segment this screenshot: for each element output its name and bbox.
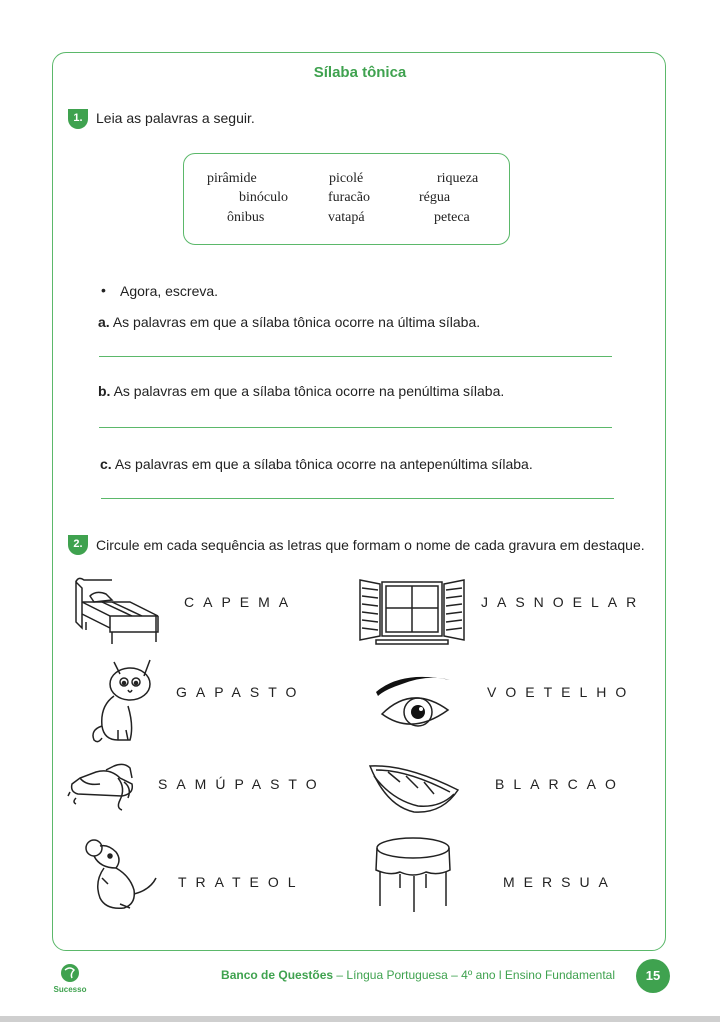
word-regua: régua — [419, 190, 451, 205]
sequence-voetelho[interactable]: VOETELHO — [487, 684, 636, 700]
item-c-label: c. — [100, 456, 112, 472]
word-peteca: peteca — [434, 210, 470, 225]
item-b-text: As palavras em que a sílaba tônica ocorre na penúltima sílaba. — [113, 383, 505, 399]
footer-text — [221, 968, 615, 982]
word-riqueza: riqueza — [437, 171, 479, 186]
sequence-mersua[interactable]: MERSUA — [503, 874, 617, 890]
footer-subtitle: – Língua Portuguesa – 4º ano l Ensino Fundamental — [333, 968, 615, 982]
question-1-number: 1. — [68, 109, 88, 129]
sequence-blarcao[interactable]: BLARCAO — [495, 776, 625, 792]
item-a — [98, 314, 480, 330]
word-onibus: ônibus — [227, 210, 265, 225]
sequence-samupasto[interactable]: SAMÚPASTO — [158, 776, 326, 792]
cat-icon — [84, 656, 158, 744]
item-c — [100, 456, 533, 472]
word-picole: picolé — [329, 171, 364, 186]
word-binoculo: binóculo — [239, 190, 288, 205]
mouse-icon — [80, 838, 162, 912]
boat-icon — [366, 760, 462, 816]
table-icon — [370, 834, 456, 914]
question-2-prompt: Circule em cada sequência as letras que formam o nome de cada gravura em destaque. — [96, 537, 645, 553]
item-a-text: As palavras em que a sílaba tônica ocorre na última sílaba. — [112, 314, 481, 330]
item-b-label: b. — [98, 383, 111, 399]
instruction: Agora, escreva. — [120, 283, 219, 299]
window-icon — [356, 574, 468, 646]
sequence-jasnoelar[interactable]: JASNOELAR — [481, 594, 646, 610]
item-b — [98, 383, 504, 399]
word-piramide: pirâmide — [207, 171, 257, 186]
eye-icon — [372, 666, 454, 732]
word-vatapa: vatapá — [328, 210, 365, 225]
answer-line-c[interactable] — [101, 498, 614, 499]
item-c-text: As palavras em que a sílaba tônica ocorre na antepenúltima sílaba. — [114, 456, 533, 472]
bed-icon — [72, 572, 164, 646]
bullet: • — [101, 282, 106, 298]
page-title: Sílaba tônica — [313, 64, 407, 81]
page-number: 15 — [636, 959, 670, 993]
word-furacao: furacão — [328, 190, 370, 205]
bottom-bar — [0, 1016, 720, 1022]
question-1-prompt: Leia as palavras a seguir. — [96, 110, 255, 126]
answer-line-a[interactable] — [99, 356, 612, 357]
sequence-gapasto[interactable]: GAPASTO — [176, 684, 306, 700]
question-2-number: 2. — [68, 535, 88, 555]
shoe-icon — [66, 758, 154, 814]
item-a-label: a. — [98, 314, 110, 330]
sequence-trateol[interactable]: TRATEOL — [178, 874, 305, 890]
footer-book-title: Banco de Questões — [221, 968, 334, 982]
word-box — [183, 153, 510, 245]
answer-line-b[interactable] — [99, 427, 612, 428]
logo-text: Sucesso — [53, 985, 87, 994]
sequence-capema[interactable]: CAPEMA — [184, 594, 298, 610]
